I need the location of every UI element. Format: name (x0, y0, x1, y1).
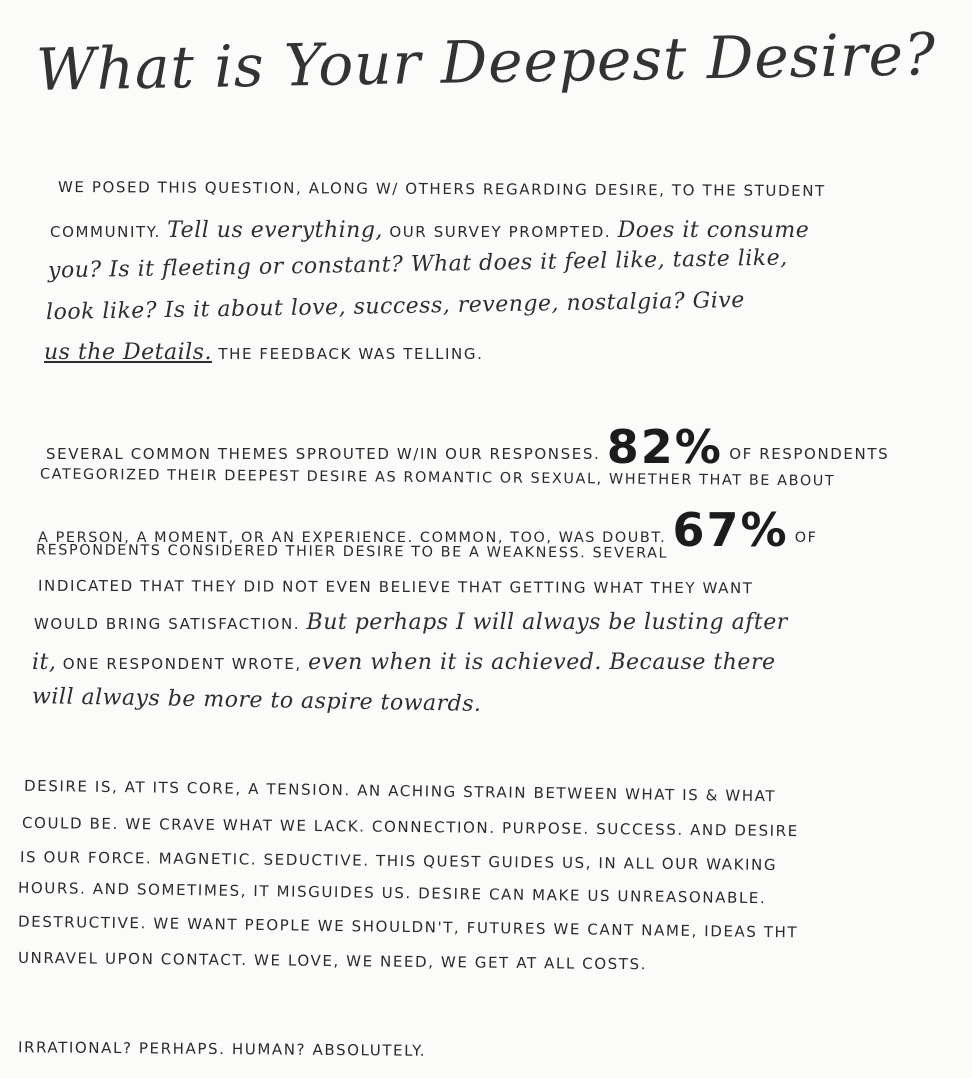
text-line: CATEGORIZED THEIR DEEPEST DESIRE AS ROMANTIC OR SEXUAL, WHETHER THAT BE ABOUT (39, 466, 836, 490)
text-line: UNRAVEL UPON CONTACT. WE LOVE, WE NEED, WE GET AT ALL COSTS. (17, 948, 648, 974)
handwritten-quote: you? Is it fleeting or constant? What does it feel like, taste like, (47, 245, 788, 284)
text-line (34, 610, 788, 635)
handwritten-quote: Tell us everything, (167, 218, 383, 243)
handwritten-quote: it, (32, 650, 57, 675)
text-fragment: OF (794, 530, 818, 546)
text-line (50, 218, 809, 243)
text-fragment: A PERSON, A MOMENT, OR AN EXPERIENCE. COMMON, TOO, WAS DOUBT. (38, 530, 667, 546)
text-line (44, 340, 483, 365)
handwritten-quote: will always be more to aspire towards. (31, 684, 482, 717)
handwritten-quote: even when it is achieved. Because there (308, 650, 776, 675)
text-line (46, 420, 889, 474)
text-line: WE POSED THIS QUESTION, ALONG W/ OTHERS REGARDING DESIRE, TO THE STUDENT (57, 177, 826, 201)
text-line: RESPONDENTS CONSIDERED THIER DESIRE TO BE A WEAKNESS. SEVERAL (35, 542, 669, 562)
handwritten-quote: Does it consume (617, 218, 810, 243)
text-line: DESTRUCTIVE. WE WANT PEOPLE WE SHOULDN'T, FUTURES WE CANT NAME, IDEAS THT (17, 912, 799, 942)
text-line: DESIRE IS, AT ITS CORE, A TENSION. AN ACHING STRAIN BETWEEN WHAT IS & WHAT (23, 776, 777, 806)
text-line: HOURS. AND SOMETIMES, IT MISGUIDES US. DESIRE CAN MAKE US UNREASONABLE. (17, 878, 767, 908)
text-line (32, 650, 775, 675)
text-fragment: OUR SURVEY PROMPTED. (389, 223, 612, 241)
text-fragment: COMMUNITY. (50, 223, 161, 241)
text-fragment: OF RESPONDENTS (729, 445, 890, 463)
page-title: What is Your Deepest Desire? (35, 20, 937, 104)
text-fragment: WOULD BRING SATISFACTION. (34, 615, 301, 633)
text-line: INDICATED THAT THEY DID NOT EVEN BELIEVE THAT GETTING WHAT THEY WANT (37, 576, 754, 598)
text-line: COULD BE. WE CRAVE WHAT WE LACK. CONNECTION. PURPOSE. SUCCESS. AND DESIRE (21, 813, 799, 841)
statistic-67: 67% (672, 503, 789, 557)
handwritten-quote: But perhaps I will always be lusting after (306, 610, 788, 635)
statistic-82: 82% (606, 420, 723, 474)
text-fragment: ONE RESPONDENT WROTE, (62, 655, 302, 673)
text-line: IS OUR FORCE. MAGNETIC. SEDUCTIVE. THIS QUEST GUIDES US, IN ALL OUR WAKING (19, 848, 778, 874)
text-fragment: SEVERAL COMMON THEMES SPROUTED W/IN OUR RESPONSES. (46, 445, 601, 463)
text-line: IRRATIONAL? PERHAPS. HUMAN? ABSOLUTELY. (17, 1038, 427, 1060)
handwritten-quote: look like? Is it about love, success, revenge, nostalgia? Give (45, 287, 745, 326)
handwritten-quote: us the Details. (44, 340, 212, 365)
text-fragment: THE FEEDBACK WAS TELLING. (218, 345, 484, 363)
